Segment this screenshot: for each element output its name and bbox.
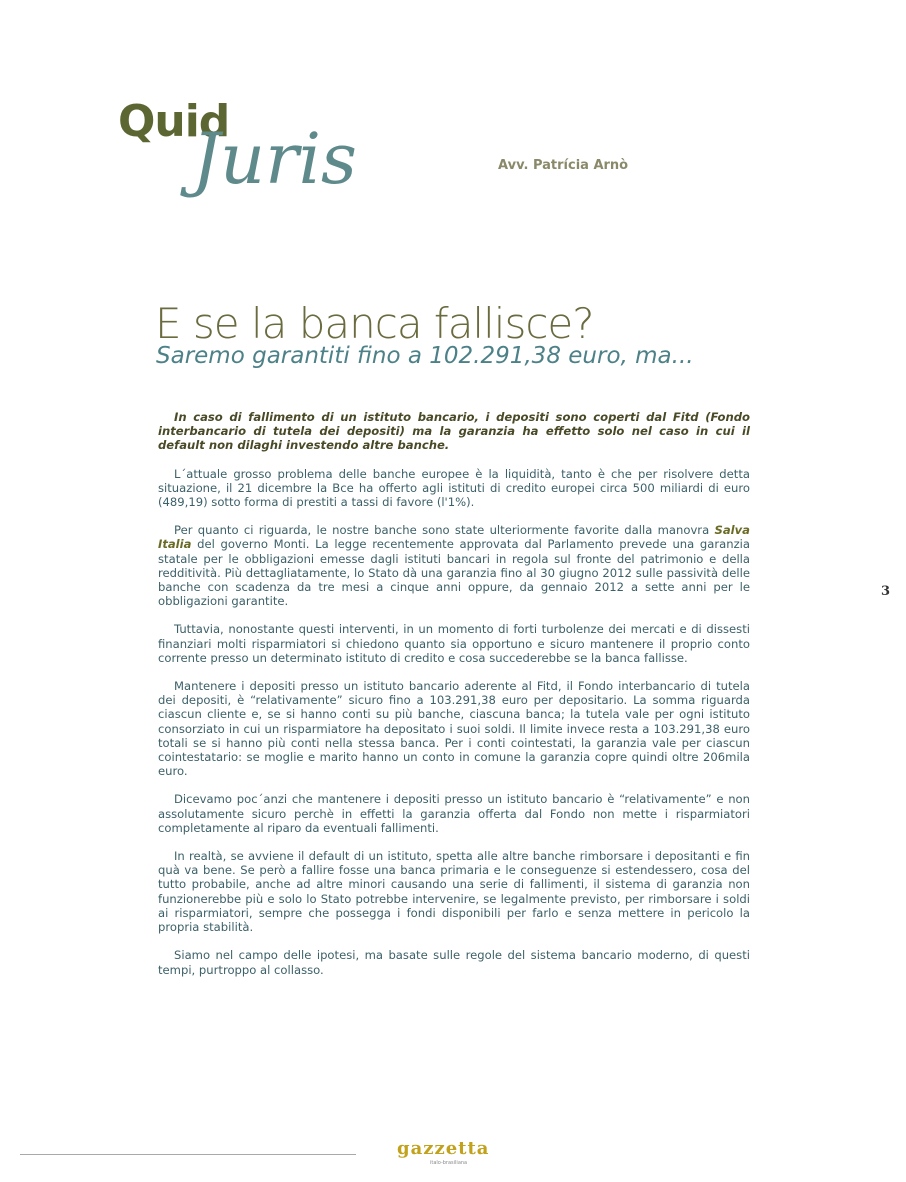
emphasis-salva-italia: Salva Italia	[158, 523, 750, 552]
footer-divider	[20, 1154, 356, 1155]
article-subtitle: Saremo garantiti fino a 102.291,38 euro, ma...	[156, 343, 694, 369]
article-paragraph: Siamo nel campo delle ipotesi, ma basate sulle regole del sistema bancario moderno, di questi tempi, purtroppo al collasso.	[158, 948, 750, 977]
article-paragraph: In realtà, se avviene il default di un istituto, spetta alle altre banche rimborsare i depositanti e fin quà va bene. Se però a fallire fosse una banca primaria e le conseguenze si estendessero, cosa del tutto probabile, anche ad altre minori causando una serie di fallimenti, il sistema di garanzia non funzionerebbe più e solo lo Stato potrebbe intervenire, se legalmente previsto, per rimborsare i soldi ai risparmiatori, sempre che possegga i fondi disponibili per farlo e senza mettere in pericolo la propria stabilità.	[158, 849, 750, 935]
paragraph-text: Per quanto ci riguarda, le nostre banche sono state ulteriormente favorite dalla manovra	[174, 523, 715, 538]
article-paragraph	[158, 523, 750, 608]
logo-juris-text: Juris	[192, 118, 357, 200]
paragraph-text: del governo Monti. La legge recentemente approvata dal Parlamento prevede una garanzia statale per le obbligazioni emesse dagli istituti bancari in regola sul fronte del patrimonio e della redditività. Più dettagliatamente, lo Stato dà una garanzia fino al 30 giugno 2012 sulle passività delle banche con scadenza da tre mesi a cinque anni oppure, da gennaio 2012 a sette anni per le obbligazioni garantite.	[158, 537, 750, 609]
article-paragraph: Mantenere i depositi presso un istituto bancario aderente al Fitd, il Fondo interbancario di tutela dei depositi, è “relativamente” sicuro fino a 103.291,38 euro per depositario. La somma riguarda ciascun cliente e, se si hanno conti su più banche, ciascuna banca; la tutela vale per ogni istituto consorziato in cui un risparmiatore ha depositato i suoi soldi. Il limite invece resta a 103.291,38 euro totali se si hanno più conti nella stessa banca. Per i conti cointestati, la garanzia vale per ciascun cointestatario: se moglie e marito hanno un conto in comune la garanzia copre quindi oltre 206mila euro.	[158, 679, 750, 779]
article-title: E se la banca fallisce?	[155, 299, 594, 348]
article-lead-paragraph: In caso di fallimento di un istituto bancario, i depositi sono coperti dal Fitd (Fondo interbancario di tutela dei depositi) ma la garanzia ha effetto solo nel caso in cui il default non dilaghi investendo altre banche.	[158, 410, 750, 453]
footer-brand-tagline: italo-brasiliana	[430, 1160, 468, 1166]
logo-quid-text: Quid	[118, 96, 230, 147]
article-paragraph: L´attuale grosso problema delle banche europee è la liquidità, tanto è che per risolvere detta situazione, il 21 dicembre la Bce ha offerto agli istituti di credito europei circa 500 miliardi di euro (489,19) sotto forma di prestiti a tassi di favore (l'1%).	[158, 466, 750, 510]
article-paragraph: Tuttavia, nonostante questi interventi, in un momento di forti turbolenze dei mercati e di dissesti finanziari molti risparmiatori si chiedono quanto sia opportuno e sicuro mantenere il proprio conto corrente presso un determinato istituto di credito e cosa succederebbe se la banca fallisse.	[158, 622, 750, 665]
article-paragraph: Dicevamo poc´anzi che mantenere i depositi presso un istituto bancario è “relativamente” e non assolutamente sicuro perchè in effetti la garanzia offerta dal Fondo non mette i risparmiatori completamente al riparo da eventuali fallimenti.	[158, 792, 750, 835]
article-body	[158, 410, 750, 991]
footer-brand-logo: gazzetta	[397, 1138, 490, 1159]
page-number: 3	[881, 584, 891, 599]
author-name: Avv. Patrícia Arnò	[498, 158, 629, 173]
